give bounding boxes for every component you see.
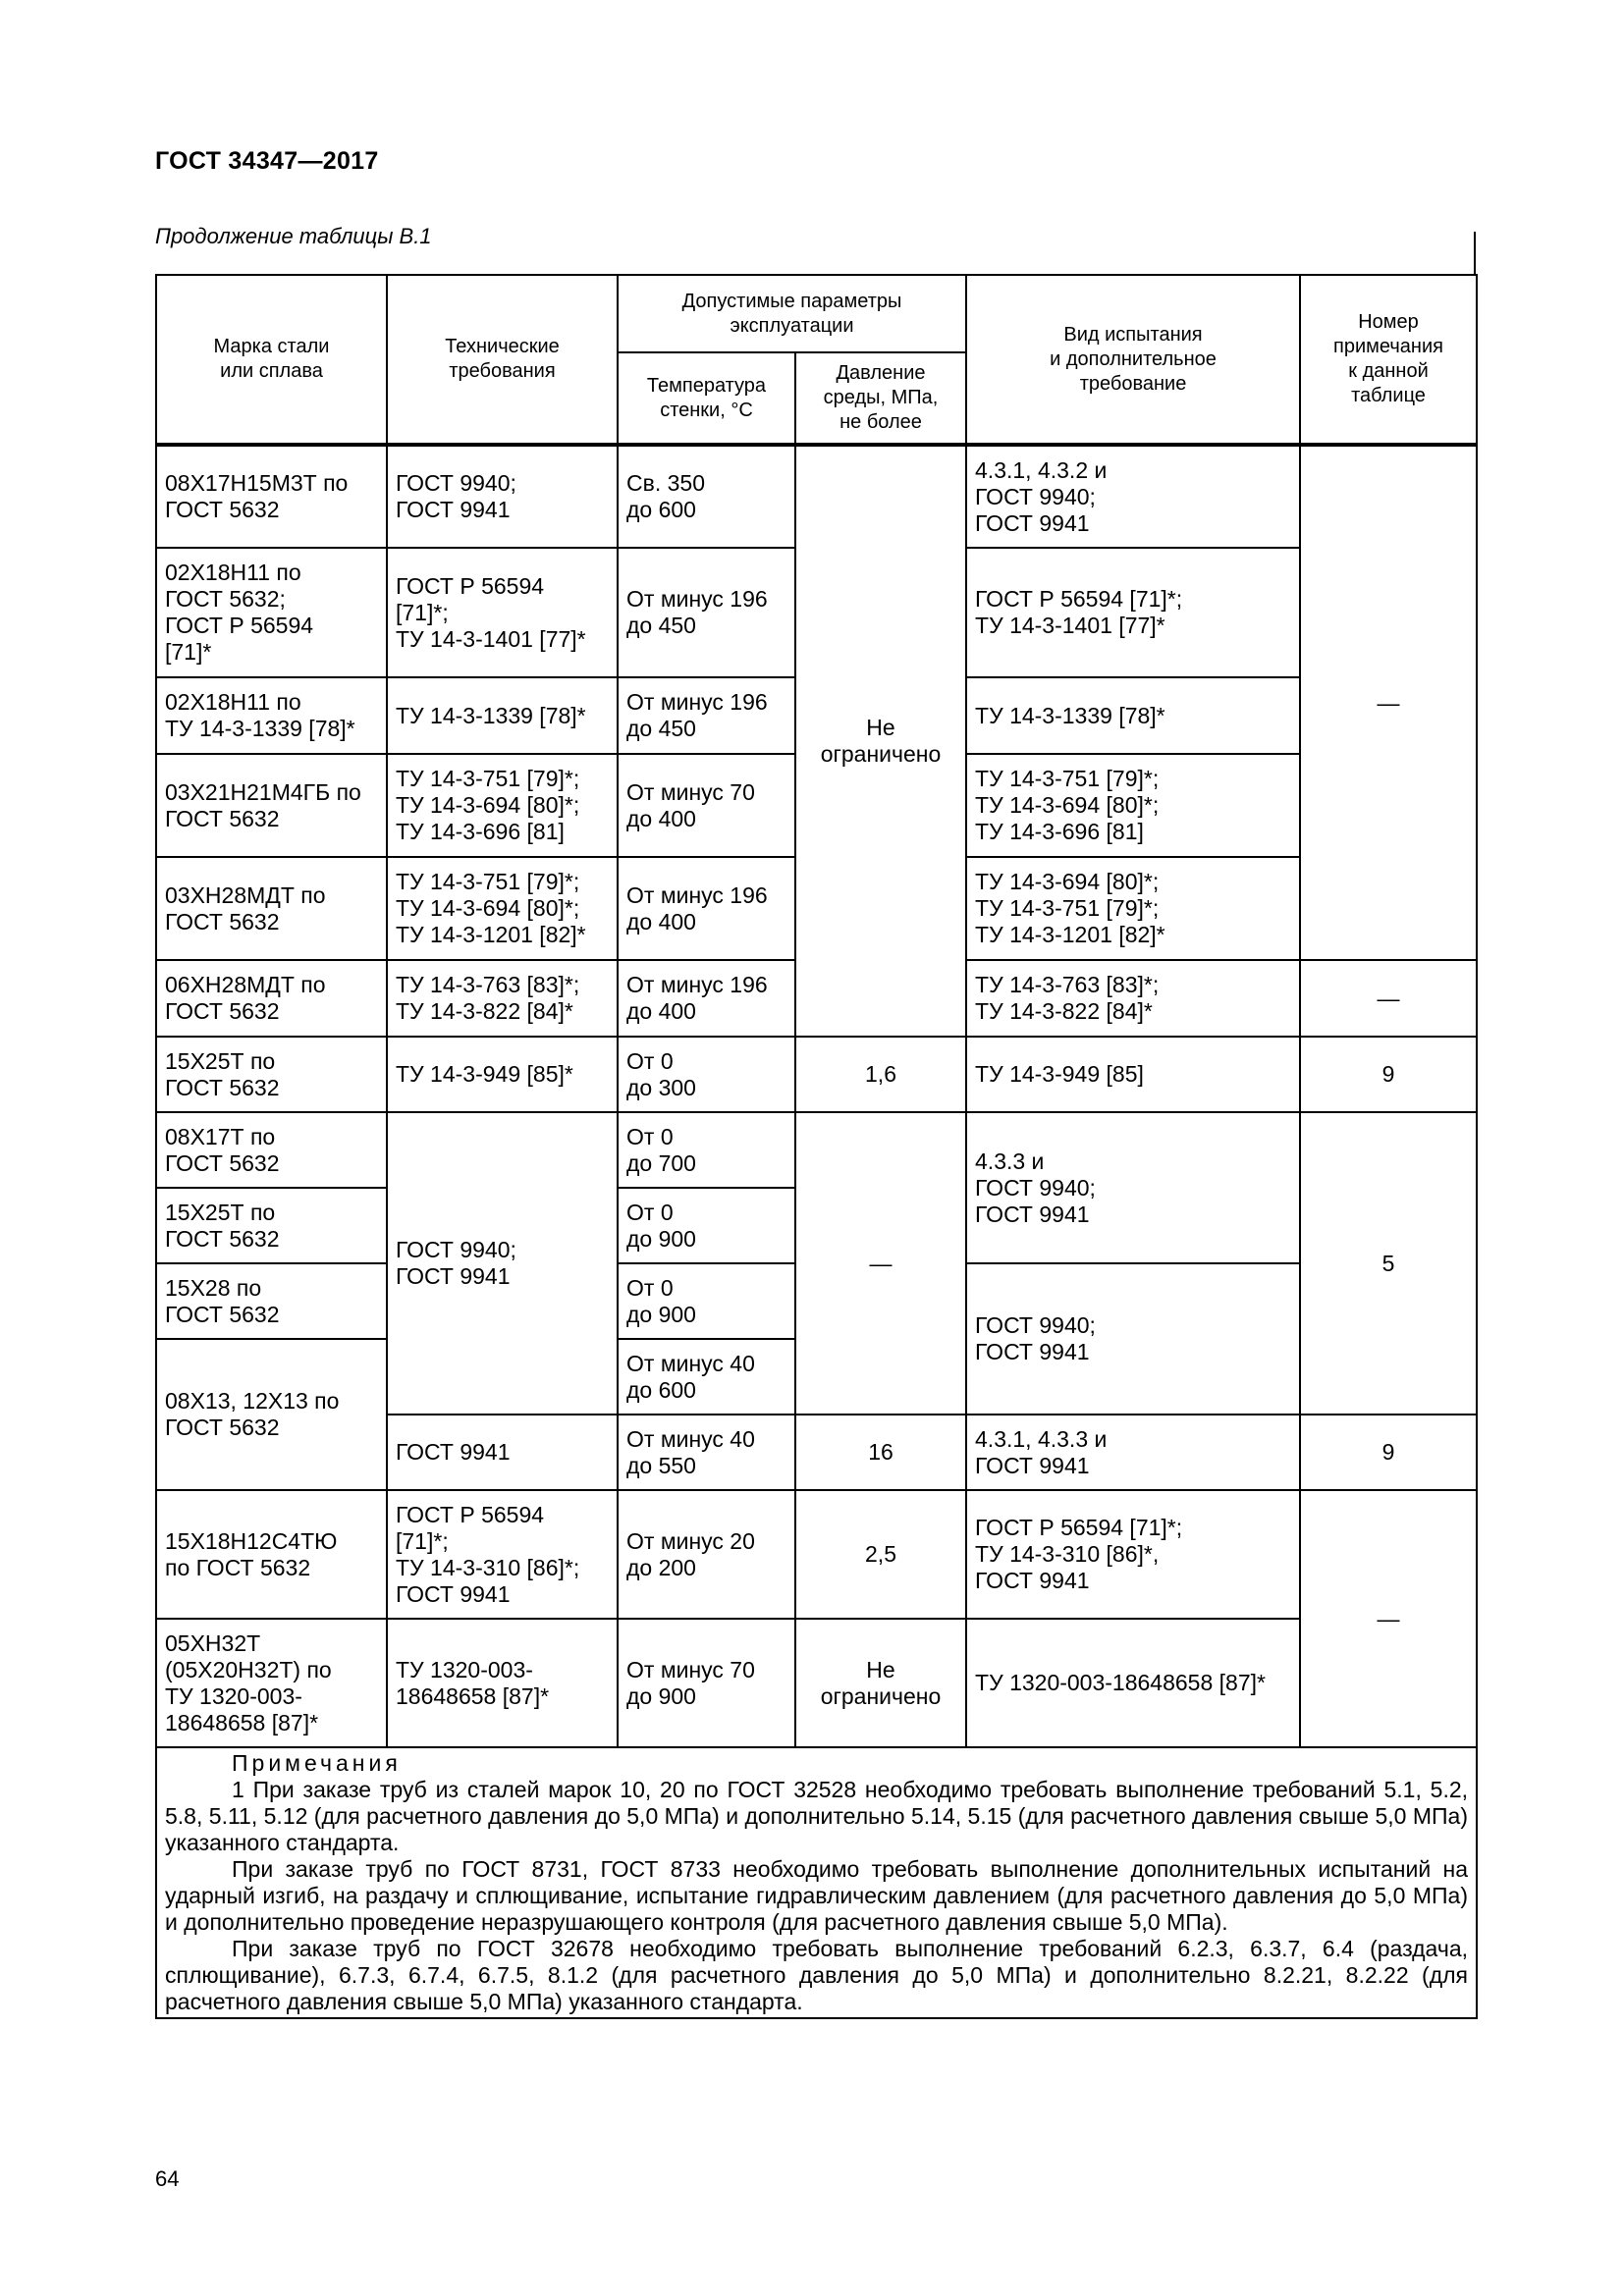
text-line: ТУ 14-3-694 [80]*;: [975, 869, 1160, 894]
table-row: [156, 1112, 1477, 1188]
text-line: Марка стали: [213, 336, 330, 357]
text-line: 03Х21Н21М4ГБ по: [165, 778, 361, 805]
text-line: ТУ 14-3-696 [81]: [396, 819, 565, 844]
text-line: ТУ 1320-003-: [165, 1682, 302, 1709]
cell-temperature: [618, 857, 795, 960]
text-line: 18648658 [87]*: [165, 1709, 319, 1735]
cell-note-merged: 5: [1300, 1112, 1477, 1415]
text-line: 4.3.1, 4.3.2 и: [975, 456, 1108, 483]
text-line: Не: [866, 715, 895, 740]
text-line: ГОСТ 9940;: [975, 1312, 1096, 1338]
cell-test-merged: [966, 1263, 1300, 1415]
text-line: до 450: [626, 613, 696, 638]
text-line: к данной: [1348, 360, 1429, 382]
cell-test-merged: [966, 1112, 1300, 1263]
text-line: до 700: [626, 1149, 696, 1176]
text-line: Вид испытания: [1063, 323, 1203, 346]
cell-test: [966, 1415, 1300, 1490]
cell-temperature: [618, 1112, 795, 1188]
text-line: по ГОСТ 5632: [165, 1554, 311, 1580]
cell-temperature: [618, 754, 795, 857]
text-line: ГОСТ 5632: [165, 497, 280, 522]
notes-row: [156, 1747, 1477, 2018]
text-line: ТУ 14-3-694 [80]*;: [975, 792, 1160, 818]
cell-temperature: [618, 1619, 795, 1747]
cell-grade-merged: [156, 1339, 387, 1490]
text-line: ГОСТ 9941: [396, 497, 511, 522]
text-line: стенки, °С: [660, 399, 753, 421]
document-title: ГОСТ 34347—2017: [155, 147, 379, 175]
text-line: ТУ 14-3-1339 [78]*: [165, 716, 355, 741]
cell-note: —: [1300, 960, 1477, 1037]
table-row: [156, 1619, 1477, 1747]
text-line: ГОСТ 5632: [165, 1074, 280, 1100]
header-row: [156, 275, 1477, 352]
text-line: до 550: [626, 1452, 696, 1478]
text-line: до 200: [626, 1554, 696, 1580]
text-line: ТУ 14-3-1201 [82]*: [975, 922, 1165, 947]
cell-requirements: [387, 857, 618, 960]
cell-test: [966, 1619, 1300, 1747]
text-line: ТУ 14-3-751 [79]*;: [975, 766, 1160, 791]
text-line: [71]*;: [396, 1527, 449, 1554]
text-line: до 400: [626, 908, 696, 934]
cell-test: [966, 548, 1300, 677]
text-line: ГОСТ 5632: [165, 908, 280, 934]
text-line: ограничено: [820, 741, 942, 767]
text-line: до 300: [626, 1074, 696, 1100]
cell-note-dash: —: [1300, 1490, 1477, 1747]
text-line: ГОСТ Р 56594 [71]*;: [975, 586, 1183, 612]
cell-grade: [156, 446, 387, 548]
text-line: ТУ 14-3-949 [85]: [975, 1061, 1144, 1087]
text-line: 15Х18Н12С4ТЮ: [165, 1527, 338, 1554]
cell-pressure: 2,5: [795, 1490, 966, 1619]
text-line: [71]*: [165, 639, 212, 665]
text-line: ГОСТ 9941: [975, 509, 1090, 536]
cell-pressure-dash: —: [795, 1112, 966, 1415]
text-line: 02Х18Н11 по: [165, 689, 301, 715]
text-line: От минус 196: [626, 881, 768, 908]
cell-test: [966, 754, 1300, 857]
text-line: ТУ 14-3-822 [84]*: [975, 998, 1153, 1024]
header-requirements: [387, 275, 618, 444]
cell-temperature: [618, 1037, 795, 1112]
text-line: ГОСТ 9941: [396, 1439, 511, 1465]
text-line: От минус 196: [626, 972, 768, 997]
text-line: ГОСТ 9940;: [396, 470, 516, 496]
cell-requirements: [387, 1415, 618, 1490]
text-line: ГОСТ 9941: [396, 1580, 511, 1607]
text-line: От минус 40: [626, 1350, 755, 1376]
header-test: [966, 275, 1300, 444]
cell-test: [966, 960, 1300, 1037]
text-line: до 400: [626, 998, 696, 1024]
text-line: 15Х28 по: [165, 1274, 262, 1301]
text-line: От минус 40: [626, 1425, 755, 1452]
text-line: От минус 70: [626, 778, 755, 805]
text-line: ТУ 14-3-763 [83]*;: [975, 972, 1160, 997]
page-number: 64: [155, 2166, 180, 2191]
text-line: От минус 196: [626, 689, 768, 715]
cell-requirements: [387, 754, 618, 857]
text-line: требования: [449, 360, 556, 382]
note-paragraph: 1 При заказе труб из сталей марок 10, 20 по ГОСТ 32528 необходимо требовать выполнение требований 5.1, 5.2, 5.8, 5.11, 5.12 (для расчетного давления до 5,0 МПа) и дополнительно 5.14, 5.15 (для расчетного давления свыше 5,0 МПа) указанного стандарта.: [165, 1777, 1469, 1855]
cell-test: [966, 857, 1300, 960]
steel-grades-table: [155, 274, 1478, 2019]
text-line: ГОСТ Р 56594: [396, 572, 545, 599]
cell-requirements: [387, 1490, 618, 1619]
continuation-border: [1474, 232, 1476, 275]
text-line: до 600: [626, 1376, 696, 1403]
text-line: 18648658 [87]*: [396, 1682, 550, 1709]
text-line: (05Х20Н32Т) по: [165, 1656, 332, 1682]
text-line: ограничено: [820, 1682, 942, 1709]
text-line: ГОСТ 5632: [165, 1149, 280, 1176]
cell-grade: [156, 754, 387, 857]
notes-cell: [156, 1747, 1477, 2018]
text-line: От минус 196: [626, 586, 768, 612]
cell-grade: [156, 960, 387, 1037]
cell-temperature: [618, 1188, 795, 1263]
text-line: до 900: [626, 1301, 696, 1327]
text-line: ТУ 14-3-694 [80]*;: [396, 792, 580, 818]
text-line: ТУ 14-3-1401 [77]*: [396, 625, 586, 652]
text-line: ТУ 14-3-1339 [78]*: [396, 702, 586, 728]
cell-temperature: [618, 1339, 795, 1415]
text-line: Давление: [836, 362, 926, 384]
cell-test: [966, 1037, 1300, 1112]
text-line: ТУ 14-3-310 [86]*,: [975, 1541, 1160, 1567]
text-line: ГОСТ 5632;: [165, 586, 286, 612]
text-line: 4.3.3 и: [975, 1148, 1045, 1174]
cell-pressure-unlimited: [795, 446, 966, 1037]
cell-requirements: [387, 548, 618, 677]
text-line: 08Х17Т по: [165, 1123, 276, 1149]
text-line: Номер: [1358, 311, 1419, 333]
cell-grade: [156, 677, 387, 754]
cell-temperature: [618, 1263, 795, 1339]
text-line: От 0: [626, 1047, 674, 1074]
text-line: ГОСТ Р 56594: [396, 1501, 545, 1527]
text-line: ГОСТ 5632: [165, 805, 280, 831]
text-line: От минус 70: [626, 1656, 755, 1682]
header-temperature: [618, 352, 795, 444]
text-line: до 900: [626, 1225, 696, 1252]
cell-requirements: [387, 1037, 618, 1112]
cell-grade: [156, 857, 387, 960]
cell-test: [966, 446, 1300, 548]
text-line: От 0: [626, 1274, 674, 1301]
table-row: [156, 1037, 1477, 1112]
cell-temperature: [618, 960, 795, 1037]
cell-grade: [156, 1037, 387, 1112]
text-line: ГОСТ Р 56594 [71]*;: [975, 1515, 1183, 1540]
text-line: Св. 350: [626, 470, 705, 496]
text-line: ТУ 14-3-1401 [77]*: [975, 613, 1165, 638]
text-line: требование: [1079, 372, 1187, 395]
text-line: ГОСТ 9941: [975, 1201, 1090, 1227]
text-line: ТУ 14-3-763 [83]*;: [396, 972, 580, 997]
text-line: до 400: [626, 805, 696, 831]
cell-grade: [156, 1112, 387, 1188]
text-line: [71]*;: [396, 599, 449, 625]
text-line: ТУ 1320-003-: [396, 1656, 533, 1682]
text-line: 4.3.1, 4.3.3 и: [975, 1425, 1108, 1452]
cell-requirements: [387, 677, 618, 754]
header-pressure: [795, 352, 966, 444]
text-line: примечания: [1333, 336, 1443, 357]
cell-temperature: [618, 446, 795, 548]
text-line: эксплуатации: [730, 314, 854, 337]
text-line: и дополнительное: [1050, 347, 1217, 370]
table-row: [156, 446, 1477, 548]
text-line: ГОСТ 9940;: [396, 1237, 516, 1262]
text-line: ТУ 14-3-822 [84]*: [396, 998, 573, 1024]
cell-requirements: [387, 446, 618, 548]
text-line: 03ХН28МДТ по: [165, 881, 326, 908]
text-line: до 900: [626, 1682, 696, 1709]
cell-grade: [156, 548, 387, 677]
note-paragraph: При заказе труб по ГОСТ 32678 необходимо требовать выполнение требований 6.2.3, 6.3.7, 6.4 (раздача, сплющивание), 6.7.3, 6.7.4, 6.7.5, 8.1.2 (для расчетного давления до 5,0 МПа) и дополнительно 8.2.21, 8.2.22 (для расчетного давления свыше 5,0 МПа) указанного стандарта.: [165, 1936, 1469, 2014]
text-line: ГОСТ 5632: [165, 998, 280, 1024]
text-line: ГОСТ 9941: [975, 1452, 1090, 1478]
text-line: 02Х18Н11 по: [165, 560, 301, 585]
text-line: Температура: [646, 374, 767, 397]
header-grade: [156, 275, 387, 444]
text-line: ТУ 14-3-751 [79]*;: [396, 766, 580, 791]
cell-temperature: [618, 548, 795, 677]
text-line: ТУ 14-3-1339 [78]*: [975, 702, 1165, 728]
cell-requirements-merged: [387, 1112, 618, 1415]
cell-grade: [156, 1490, 387, 1619]
text-line: ТУ 14-3-310 [86]*;: [396, 1554, 580, 1580]
table-row: [156, 1490, 1477, 1619]
text-line: ГОСТ 9940;: [975, 1174, 1096, 1201]
text-line: ГОСТ 9941: [975, 1568, 1090, 1593]
text-line: Не: [866, 1656, 895, 1682]
text-line: ТУ 1320-003-18648658 [87]*: [975, 1670, 1266, 1695]
text-line: ГОСТ 9940;: [975, 483, 1096, 509]
text-line: или сплава: [220, 360, 323, 382]
text-line: Технические: [445, 336, 560, 357]
text-line: 08Х13, 12Х13 по: [165, 1388, 340, 1414]
cell-temperature: [618, 1415, 795, 1490]
text-line: среды, МПа,: [823, 387, 939, 408]
cell-note-dash: —: [1300, 446, 1477, 960]
text-line: ГОСТ 9941: [396, 1263, 511, 1289]
cell-temperature: [618, 677, 795, 754]
header-note-number: [1300, 275, 1477, 444]
cell-pressure: [795, 1619, 966, 1747]
header-params-group: [618, 275, 966, 352]
text-line: От минус 20: [626, 1527, 755, 1554]
text-line: ГОСТ 5632: [165, 1415, 280, 1440]
cell-note: 9: [1300, 1415, 1477, 1490]
text-line: не более: [839, 411, 922, 433]
cell-note: 9: [1300, 1037, 1477, 1112]
text-line: ТУ 14-3-696 [81]: [975, 819, 1144, 844]
note-paragraph: При заказе труб по ГОСТ 8731, ГОСТ 8733 необходимо требовать выполнение дополнительных испытаний на ударный изгиб, на раздачу и сплющивание, испытание гидравлическим давлением (для расчетного давления до 5,0 МПа) и дополнительно проведение неразрушающего контроля (для расчетного давления свыше 5,0 МПа).: [165, 1856, 1469, 1935]
text-line: до 600: [626, 497, 696, 522]
cell-pressure: 1,6: [795, 1037, 966, 1112]
text-line: ТУ 14-3-694 [80]*;: [396, 895, 580, 921]
cell-test: [966, 677, 1300, 754]
text-line: ТУ 14-3-751 [79]*;: [975, 895, 1160, 921]
text-line: Допустимые параметры: [681, 290, 902, 312]
cell-grade: [156, 1188, 387, 1263]
cell-grade: [156, 1619, 387, 1747]
cell-grade: [156, 1263, 387, 1339]
text-line: 15Х25Т по: [165, 1047, 276, 1074]
cell-requirements: [387, 960, 618, 1037]
cell-temperature: [618, 1490, 795, 1619]
cell-requirements: [387, 1619, 618, 1747]
text-line: ТУ 14-3-949 [85]*: [396, 1061, 573, 1087]
text-line: до 450: [626, 716, 696, 741]
text-line: 08Х17Н15М3Т по: [165, 470, 349, 496]
text-line: ГОСТ 5632: [165, 1301, 280, 1327]
notes-title: Примечания: [232, 1750, 402, 1776]
table-continuation-caption: Продолжение таблицы В.1: [155, 224, 432, 248]
text-line: От 0: [626, 1123, 674, 1149]
text-line: 06ХН28МДТ по: [165, 972, 326, 997]
text-line: 15Х25Т по: [165, 1199, 276, 1225]
text-line: таблице: [1351, 385, 1426, 406]
text-line: ГОСТ Р 56594: [165, 613, 314, 638]
text-line: ТУ 14-3-1201 [82]*: [396, 922, 586, 947]
text-line: От 0: [626, 1199, 674, 1225]
text-line: ТУ 14-3-751 [79]*;: [396, 869, 580, 894]
cell-pressure: 16: [795, 1415, 966, 1490]
text-line: 05ХН32Т: [165, 1629, 261, 1656]
text-line: ГОСТ 9941: [975, 1339, 1090, 1364]
cell-test: [966, 1490, 1300, 1619]
text-line: ГОСТ 5632: [165, 1225, 280, 1252]
